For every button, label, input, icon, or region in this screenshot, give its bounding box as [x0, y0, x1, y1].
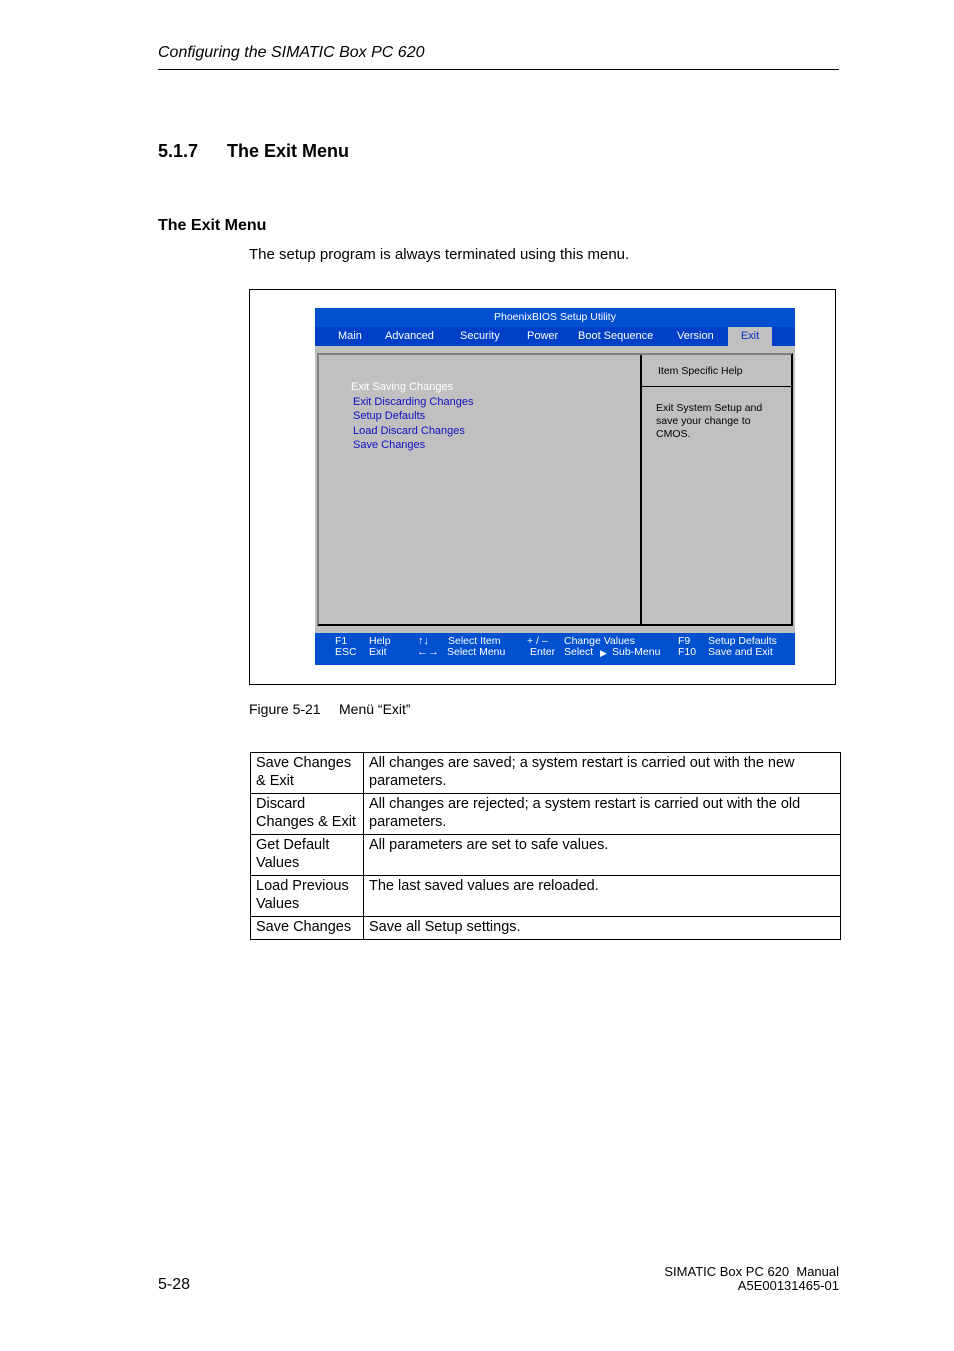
- key-f9-label: Setup Defaults: [708, 635, 777, 647]
- menu-tab-version[interactable]: Version: [677, 330, 714, 342]
- table-term: Save Changes & Exit: [251, 753, 364, 794]
- menu-tab-advanced[interactable]: Advanced: [385, 330, 434, 342]
- table-term: Save Changes: [251, 917, 364, 940]
- menu-tab-main[interactable]: Main: [338, 330, 362, 342]
- menu-tab-exit[interactable]: Exit: [728, 327, 772, 346]
- table-term: Load Previous Values: [251, 876, 364, 917]
- key-f9: F9: [678, 635, 691, 647]
- left-right-arrows-icon: ←→: [417, 646, 439, 658]
- intro-paragraph: The setup program is always terminated using this menu.: [249, 246, 630, 263]
- footer-manual-info: [600, 1265, 839, 1293]
- key-esc-label: Exit: [369, 646, 387, 658]
- figure-caption-text: Menü “Exit”: [339, 701, 411, 717]
- section-number: 5.1.7: [158, 141, 199, 161]
- bios-key-legend: [315, 633, 795, 665]
- table-desc: All changes are rejected; a system restart is carried out with the old parameters.: [364, 794, 841, 835]
- table-desc: Save all Setup settings.: [364, 917, 841, 940]
- option-setup-defaults[interactable]: Setup Defaults: [353, 410, 426, 422]
- figure-number: Figure 5-21: [249, 701, 321, 717]
- key-select-menu-label: Select Menu: [447, 646, 506, 658]
- up-down-arrows-icon: ↑↓: [418, 635, 429, 647]
- menu-tab-security[interactable]: Security: [460, 330, 500, 342]
- order-number: A5E00131465-01: [737, 1278, 839, 1293]
- bios-title-bar: PhoenixBIOS Setup Utility: [315, 308, 795, 327]
- bios-help-panel: [642, 355, 791, 624]
- option-exit-discarding-changes[interactable]: Exit Discarding Changes: [353, 395, 474, 408]
- key-select-label: Select: [564, 646, 594, 658]
- header-rule: [158, 69, 839, 70]
- key-select-item-label: Select Item: [448, 635, 501, 647]
- bios-options-panel: [319, 355, 642, 624]
- bios-body: [317, 353, 793, 626]
- help-title: Item Specific Help: [642, 355, 791, 387]
- help-text: Exit System Setup and save your change to CMOS.: [656, 402, 763, 440]
- manual-title: SIMATIC Box PC 620 Manual: [664, 1264, 839, 1279]
- exit-options-table: [250, 752, 841, 940]
- key-sub-menu-label: Sub-Menu: [612, 646, 661, 658]
- key-plus-minus: + / –: [527, 635, 548, 647]
- menu-tab-boot-sequence[interactable]: Boot Sequence: [578, 330, 654, 342]
- table-row: [251, 876, 841, 917]
- key-change-values-label: Change Values: [564, 635, 636, 647]
- table-term: Discard Changes & Exit: [251, 794, 364, 835]
- option-save-changes[interactable]: Save Changes: [353, 439, 426, 451]
- figure-caption: [249, 701, 411, 717]
- option-exit-saving-changes[interactable]: Exit Saving Changes: [351, 381, 454, 393]
- bios-menu-bar: [315, 327, 795, 346]
- menu-tab-power[interactable]: Power: [527, 330, 559, 342]
- key-esc: ESC: [335, 646, 357, 658]
- key-f10-label: Save and Exit: [708, 646, 773, 658]
- key-f10: F10: [678, 646, 697, 658]
- table-row: [251, 753, 841, 794]
- option-load-discard-changes[interactable]: Load Discard Changes: [353, 424, 465, 437]
- key-f1-label: Help: [369, 635, 391, 647]
- key-f1: F1: [335, 635, 348, 647]
- triangle-right-icon: ▶: [600, 648, 607, 658]
- bios-options-list: [353, 380, 473, 453]
- table-desc: All parameters are set to safe values.: [364, 835, 841, 876]
- table-desc: All changes are saved; a system restart is carried out with the new parameters.: [364, 753, 841, 794]
- table-row: [251, 835, 841, 876]
- table-row: [251, 794, 841, 835]
- subsection-title: The Exit Menu: [158, 217, 267, 234]
- table-term: Get Default Values: [251, 835, 364, 876]
- running-header: Configuring the SIMATIC Box PC 620: [158, 44, 425, 61]
- table-row: [251, 917, 841, 940]
- section-title: [158, 141, 349, 162]
- section-title-text: The Exit Menu: [227, 141, 350, 161]
- key-enter: Enter: [530, 646, 556, 658]
- table-desc: The last saved values are reloaded.: [364, 876, 841, 917]
- page-number: 5-28: [158, 1276, 191, 1293]
- bios-screenshot: [315, 308, 795, 665]
